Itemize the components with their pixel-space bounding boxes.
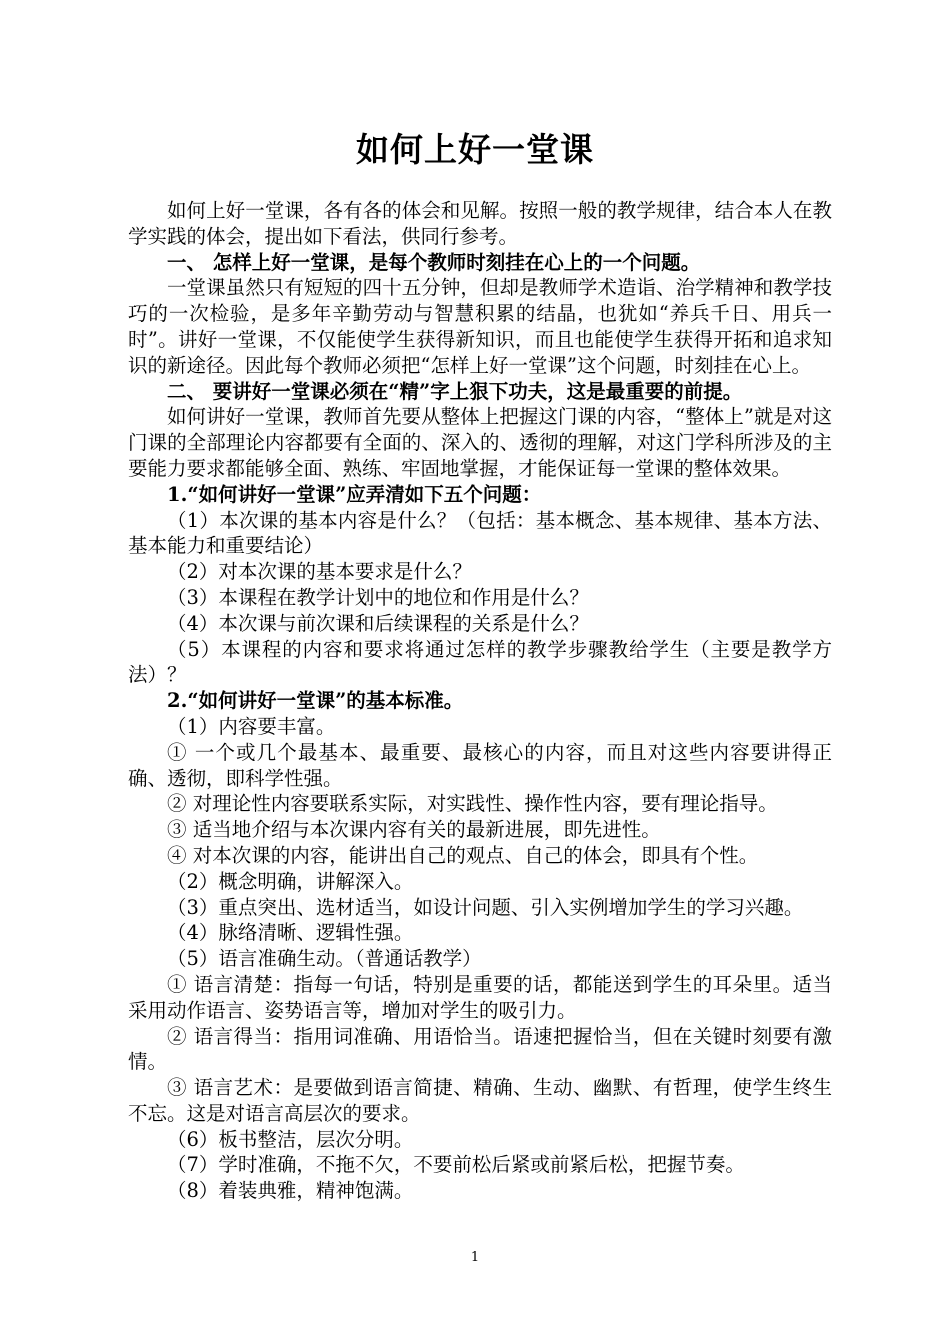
paragraph: （8）着装典雅，精神饱满。 <box>167 1179 414 1203</box>
section-heading: 1.“如何讲好一堂课”应弄清如下五个问题： <box>167 482 542 506</box>
paragraph: （3）重点突出、选材适当，如设计问题、引入实例增加学生的学习兴趣。 <box>167 895 804 919</box>
document-body <box>128 198 832 1204</box>
paragraph: （1）本次课的基本内容是什么？（包括：基本概念、基本规律、基本方法、基本能力和重要结论） <box>128 508 832 558</box>
paragraph: ③ 语言艺术：是要做到语言简捷、精确、生动、幽默、有哲理，使学生终生不忘。这是对语言高层次的要求。 <box>128 1076 832 1125</box>
page-number: 1 <box>470 1250 480 1265</box>
paragraph: （2）概念明确，讲解深入。 <box>167 869 414 893</box>
paragraph: （1）内容要丰富。 <box>167 714 336 738</box>
paragraph: （6）板书整洁，层次分明。 <box>167 1127 414 1151</box>
paragraph: （4）脉络清晰、逻辑性强。 <box>167 921 414 945</box>
section-heading: 一、 怎样上好一堂课，是每个教师时刻挂在心上的一个问题。 <box>167 250 701 274</box>
section-heading: 二、 要讲好一堂课必须在“精”字上狠下功夫，这是最重要的前提。 <box>167 379 743 403</box>
paragraph: 如何上好一堂课，各有各的体会和见解。按照一般的教学规律，结合本人在教学实践的体会，提出如下看法，供同行参考。 <box>128 199 832 248</box>
paragraph: （5）语言准确生动。（普通话教学） <box>167 947 482 971</box>
paragraph: ① 语言清楚：指每一句话，特别是重要的话，都能送到学生的耳朵里。适当采用动作语言、姿势语言等，增加对学生的吸引力。 <box>128 972 832 1022</box>
paragraph: ② 语言得当：指用词准确、用语恰当。语速把握恰当，但在关键时刻要有激情。 <box>128 1024 832 1074</box>
paragraph: ③ 适当地介绍与本次课内容有关的最新进展，即先进性。 <box>167 818 661 842</box>
page-title: 如何上好一堂课 <box>356 130 594 169</box>
paragraph: ④ 对本次课的内容，能讲出自己的观点、自己的体会，即具有个性。 <box>167 843 759 867</box>
paragraph: （3）本课程在教学计划中的地位和作用是什么？ <box>167 585 589 609</box>
paragraph: （4）本次课与前次课和后续课程的关系是什么？ <box>167 611 589 635</box>
paragraph: （5）本课程的内容和要求将通过怎样的教学步骤教给学生（主要是教学方法）？ <box>128 637 832 687</box>
paragraph: （2）对本次课的基本要求是什么？ <box>167 560 472 584</box>
paragraph: （7）学时准确，不拖不欠，不要前松后紧或前紧后松，把握节奏。 <box>167 1153 745 1177</box>
paragraph: 如何讲好一堂课，教师首先要从整体上把握这门课的内容，“整体上”就是对这门课的全部理论内容都要有全面的、深入的、透彻的理解，对这门学科所涉及的主要能力要求都能够全面、熟练、牢固地掌握，才能保证每一堂课的整体效果。 <box>128 405 832 480</box>
paragraph: ② 对理论性内容要联系实际，对实践性、操作性内容，要有理论指导。 <box>167 792 778 816</box>
paragraph: 一堂课虽然只有短短的四十五分钟，但却是教师学术造诣、治学精神和教学技巧的一次检验，是多年辛勤劳动与智慧积累的结晶，也犹如“养兵千日、用兵一时”。讲好一堂课，不仅能使学生获得新知识，而且也能使学生获得开拓和追求知识的新途径。因此每个教师必须把“怎样上好一堂课”这个问题，时刻挂在心上。 <box>128 276 832 377</box>
paragraph: ① 一个或几个最基本、最重要、最核心的内容，而且对这些内容要讲得正确、透彻，即科学性强。 <box>128 740 832 790</box>
section-heading: 2.“如何讲好一堂课”的基本标准。 <box>167 689 464 713</box>
